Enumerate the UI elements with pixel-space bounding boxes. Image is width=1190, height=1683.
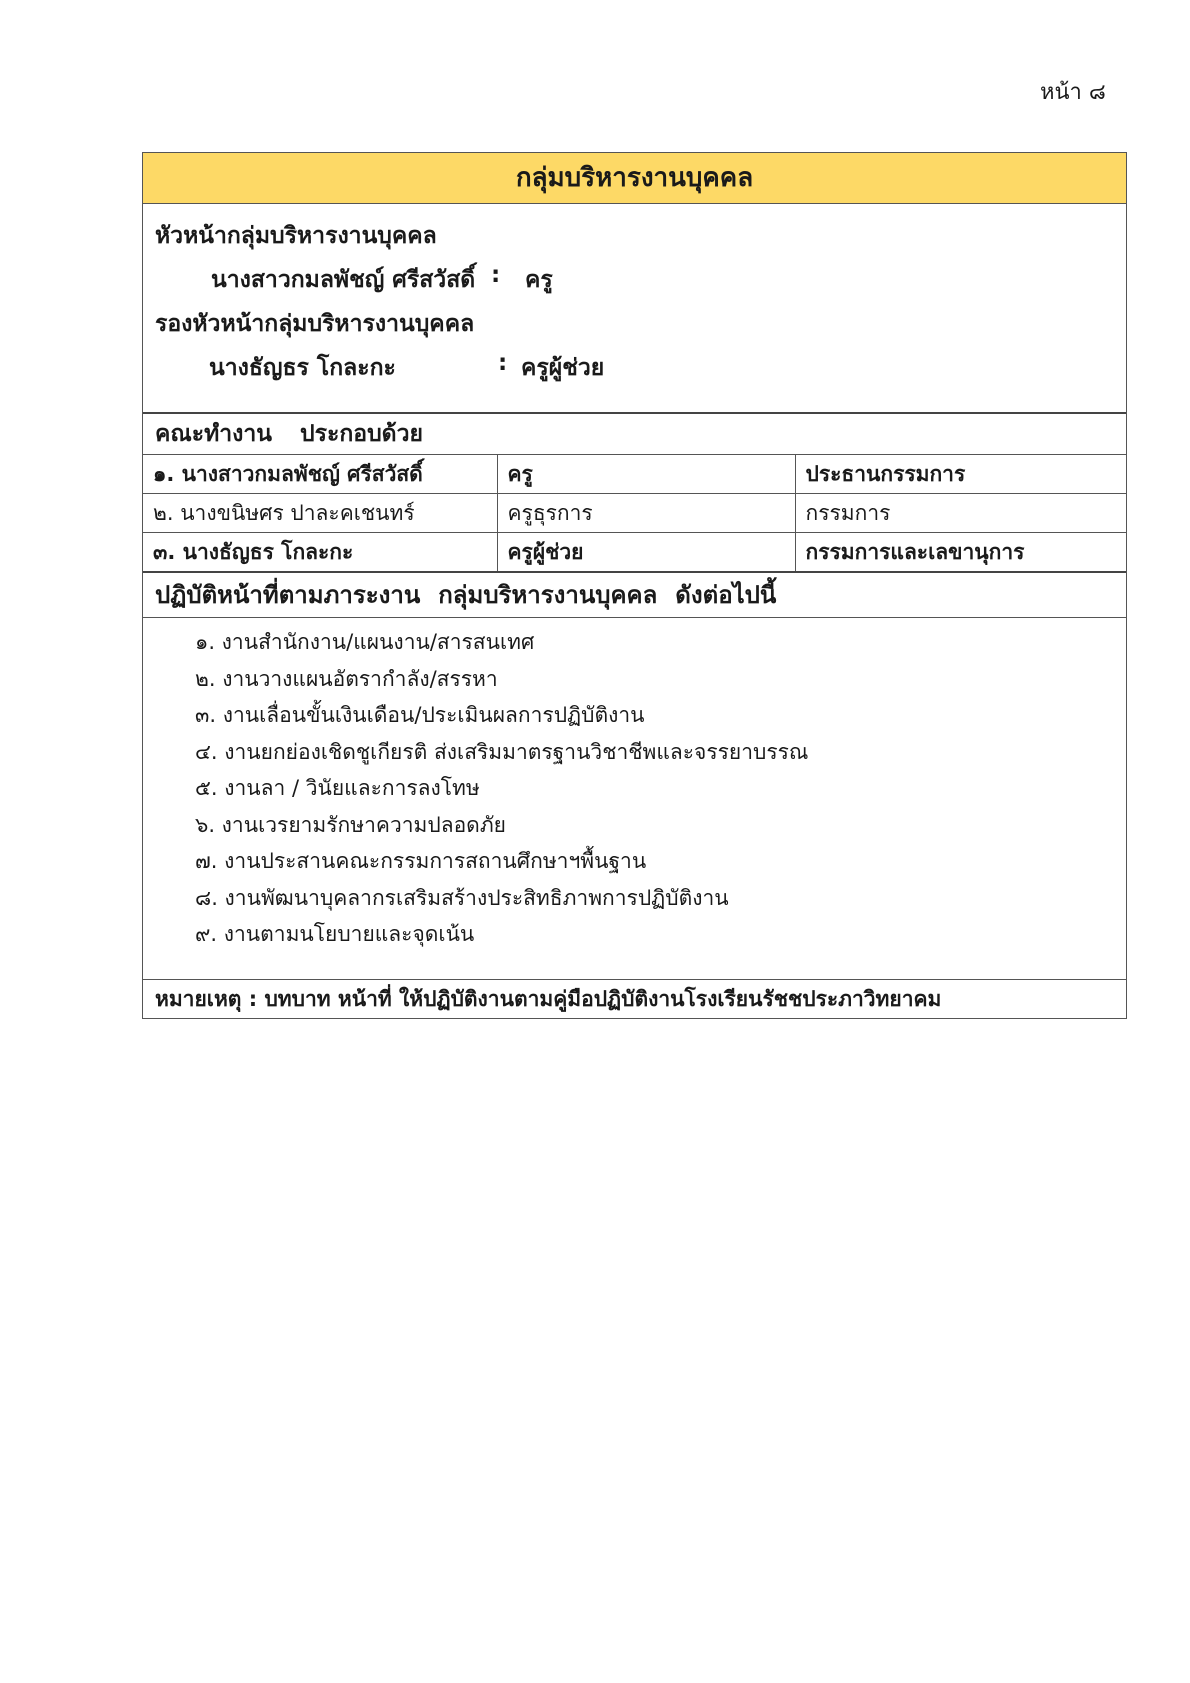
deputy-name: นางธัญธร โกละกะ bbox=[209, 355, 396, 381]
duties-label-3: ดังต่อไปนี้ bbox=[675, 581, 777, 609]
duties-heading bbox=[143, 573, 1126, 618]
head-label: หัวหน้ากลุ่มบริหารงานบุคคล bbox=[155, 223, 437, 249]
table-row bbox=[143, 494, 1126, 533]
member-name: ๑. นางสาวกมลพัชญ์ ศรีสวัสดิ์ bbox=[143, 455, 497, 494]
member-position: ครู bbox=[497, 455, 795, 494]
list-item: ๖. งานเวรยามรักษาความปลอดภัย bbox=[195, 812, 506, 837]
duties-list bbox=[143, 618, 1126, 980]
member-name: ๒. นางขนิษศร ปาละคเชนทร์ bbox=[143, 494, 497, 533]
head-position: ครู bbox=[525, 267, 553, 293]
list-item: ๗. งานประสานคณะกรรมการสถานศึกษาฯพื้นฐาน bbox=[195, 849, 647, 873]
committee-heading bbox=[143, 414, 1126, 455]
table-row bbox=[143, 455, 1126, 494]
deputy-position: ครูผู้ช่วย bbox=[521, 355, 605, 381]
list-item: ๓. งานเลื่อนขั้นเงินเดือน/ประเมินผลการปฏิบัติงาน bbox=[195, 703, 645, 727]
list-item: ๕. งานลา / วินัยและการลงโทษ bbox=[195, 776, 480, 800]
duties-label-2: กลุ่มบริหารงานบุคคล bbox=[438, 581, 658, 609]
list-item: ๒. งานวางแผนอัตรากำลัง/สรรหา bbox=[195, 666, 498, 691]
member-position: ครูผู้ช่วย bbox=[497, 533, 795, 573]
page-number: หน้า ๘ bbox=[1040, 80, 1106, 105]
group-title: กลุ่มบริหารงานบุคคล bbox=[143, 153, 1126, 204]
list-item: ๘. งานพัฒนาบุคลากรเสริมสร้างประสิทธิภาพการปฏิบัติงาน bbox=[195, 885, 729, 910]
member-role: กรรมการ bbox=[795, 494, 1126, 533]
deputy-separator: : bbox=[498, 350, 508, 376]
list-item: ๙. งานตามนโยบายและจุดเน้น bbox=[195, 922, 475, 946]
head-separator: : bbox=[491, 262, 501, 288]
member-role: กรรมการและเลขานุการ bbox=[795, 533, 1126, 573]
personnel-group-table bbox=[142, 152, 1127, 1019]
member-role: ประธานกรรมการ bbox=[795, 455, 1126, 494]
list-item: ๔. งานยกย่องเชิดชูเกียรติ ส่งเสริมมาตรฐานวิชาชีพและจรรยาบรรณ bbox=[195, 739, 809, 764]
committee-label: คณะทำงาน bbox=[155, 421, 273, 447]
committee-members-table bbox=[143, 455, 1126, 573]
committee-label-2: ประกอบด้วย bbox=[300, 421, 424, 447]
leadership-section bbox=[143, 204, 1126, 414]
list-item: ๑. งานสำนักงาน/แผนงาน/สารสนเทศ bbox=[195, 630, 535, 654]
member-position: ครูธุรการ bbox=[497, 494, 795, 533]
table-row bbox=[143, 533, 1126, 573]
member-name: ๓. นางธัญธร โกละกะ bbox=[143, 533, 497, 573]
note: หมายเหตุ : บทบาท หน้าที่ ให้ปฏิบัติงานตามคู่มือปฏิบัติงานโรงเรียนรัชชประภาวิทยาคม bbox=[155, 987, 942, 1011]
head-name: นางสาวกมลพัชญ์ ศรีสวัสดิ์ bbox=[211, 267, 476, 293]
duties-label: ปฏิบัติหน้าที่ตามภาระงาน bbox=[155, 581, 421, 609]
deputy-label: รองหัวหน้ากลุ่มบริหารงานบุคคล bbox=[155, 311, 475, 337]
